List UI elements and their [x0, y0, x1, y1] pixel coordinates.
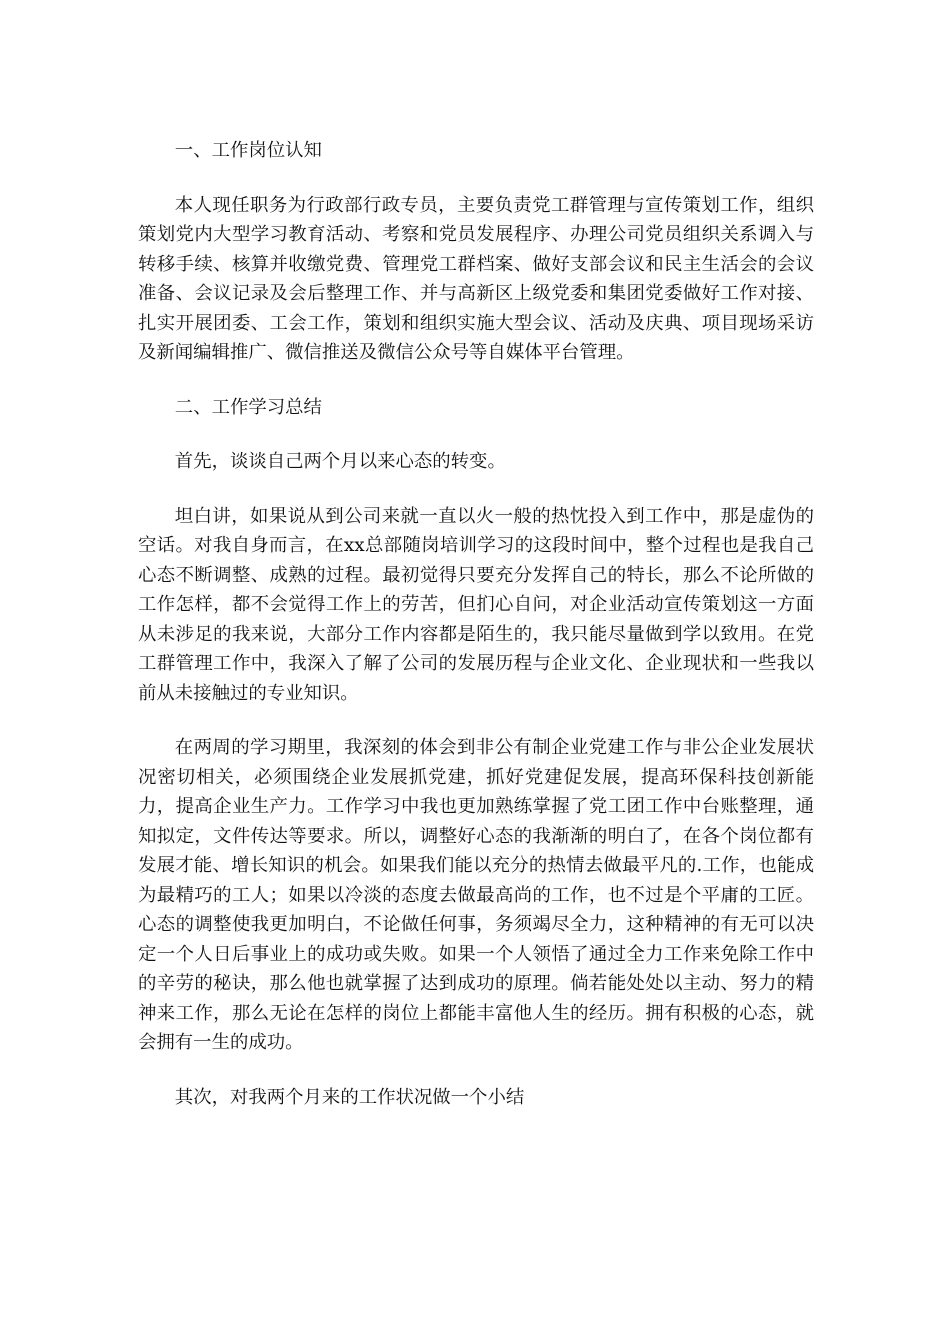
paragraph-mindset-change: 坦白讲，如果说从到公司来就一直以火一般的热忱投入到工作中，那是虚伪的空话。对我自身而言，在xx总部随岗培训学习的这段时间中，整个过程也是我自己心态不断调整、成熟的过程。最初觉得只要充分发挥自己的特长，那么不论所做的工作怎样，都不会觉得工作上的劳苦，但扪心自问，对企业活动宣传策划这一方面从未涉足的我来说，大部分工作内容都是陌生的，我只能尽量做到学以致用。在党工群管理工作中，我深入了解了公司的发展历程与企业文化、企业现状和一些我以前从未接触过的专业知识。 [138, 505, 814, 704]
paragraph-work-summary-intro: 其次，对我两个月来的工作状况做一个小结 [174, 1086, 525, 1108]
paragraph-study-period: 在两周的学习期里，我深刻的体会到非公有制企业党建工作与非公企业发展状况密切相关，必须围绕企业发展抓党建，抓好党建促发展，提高环保科技创新能力，提高企业生产力。工作学习中我也更加熟练掌握了党工团工作中台账整理，通知拟定，文件传达等要求。所以，调整好心态的我渐渐的明白了，在各个岗位都有发展才能、增长知识的机会。如果我们能以充分的热情去做最平凡的.工作，也能成为最精巧的工人；如果以冷淡的态度去做最高尚的工作，也不过是个平庸的工匠。心态的调整使我更加明白，不论做任何事，务须竭尽全力，这种精神的有无可以决定一个人日后事业上的成功或失败。如果一个人领悟了通过全力工作来免除工作中的辛劳的秘诀，那么他也就掌握了达到成功的原理。倘若能处处以主动、努力的精神来工作，那么无论在怎样的岗位上都能丰富他人生的经历。拥有积极的心态，就会拥有一生的成功。 [138, 737, 814, 1053]
section-heading-job-cognition: 一、工作岗位认知 [174, 140, 322, 161]
paragraph-job-duties: 本人现任职务为行政部行政专员，主要负责党工群管理与宣传策划工作，组织策划党内大型学习教育活动、考察和党员发展程序、办理公司党员组织关系调入与转移手续、核算并收缴党费、管理党工群档案、做好支部会议和民主生活会的会议准备、会议记录及会后整理工作、并与高新区上级党委和集团党委做好工作对接、扎实开展团委、工会工作，策划和组织实施大型会议、活动及庆典、项目现场采访及新闻编辑推广、微信推送及微信公众号等自媒体平台管理。 [138, 194, 814, 363]
section-heading-work-study-summary: 二、工作学习总结 [174, 396, 322, 418]
paragraph-mindset-intro: 首先，谈谈自己两个月以来心态的转变。 [174, 451, 506, 472]
document-body [138, 136, 814, 1137]
